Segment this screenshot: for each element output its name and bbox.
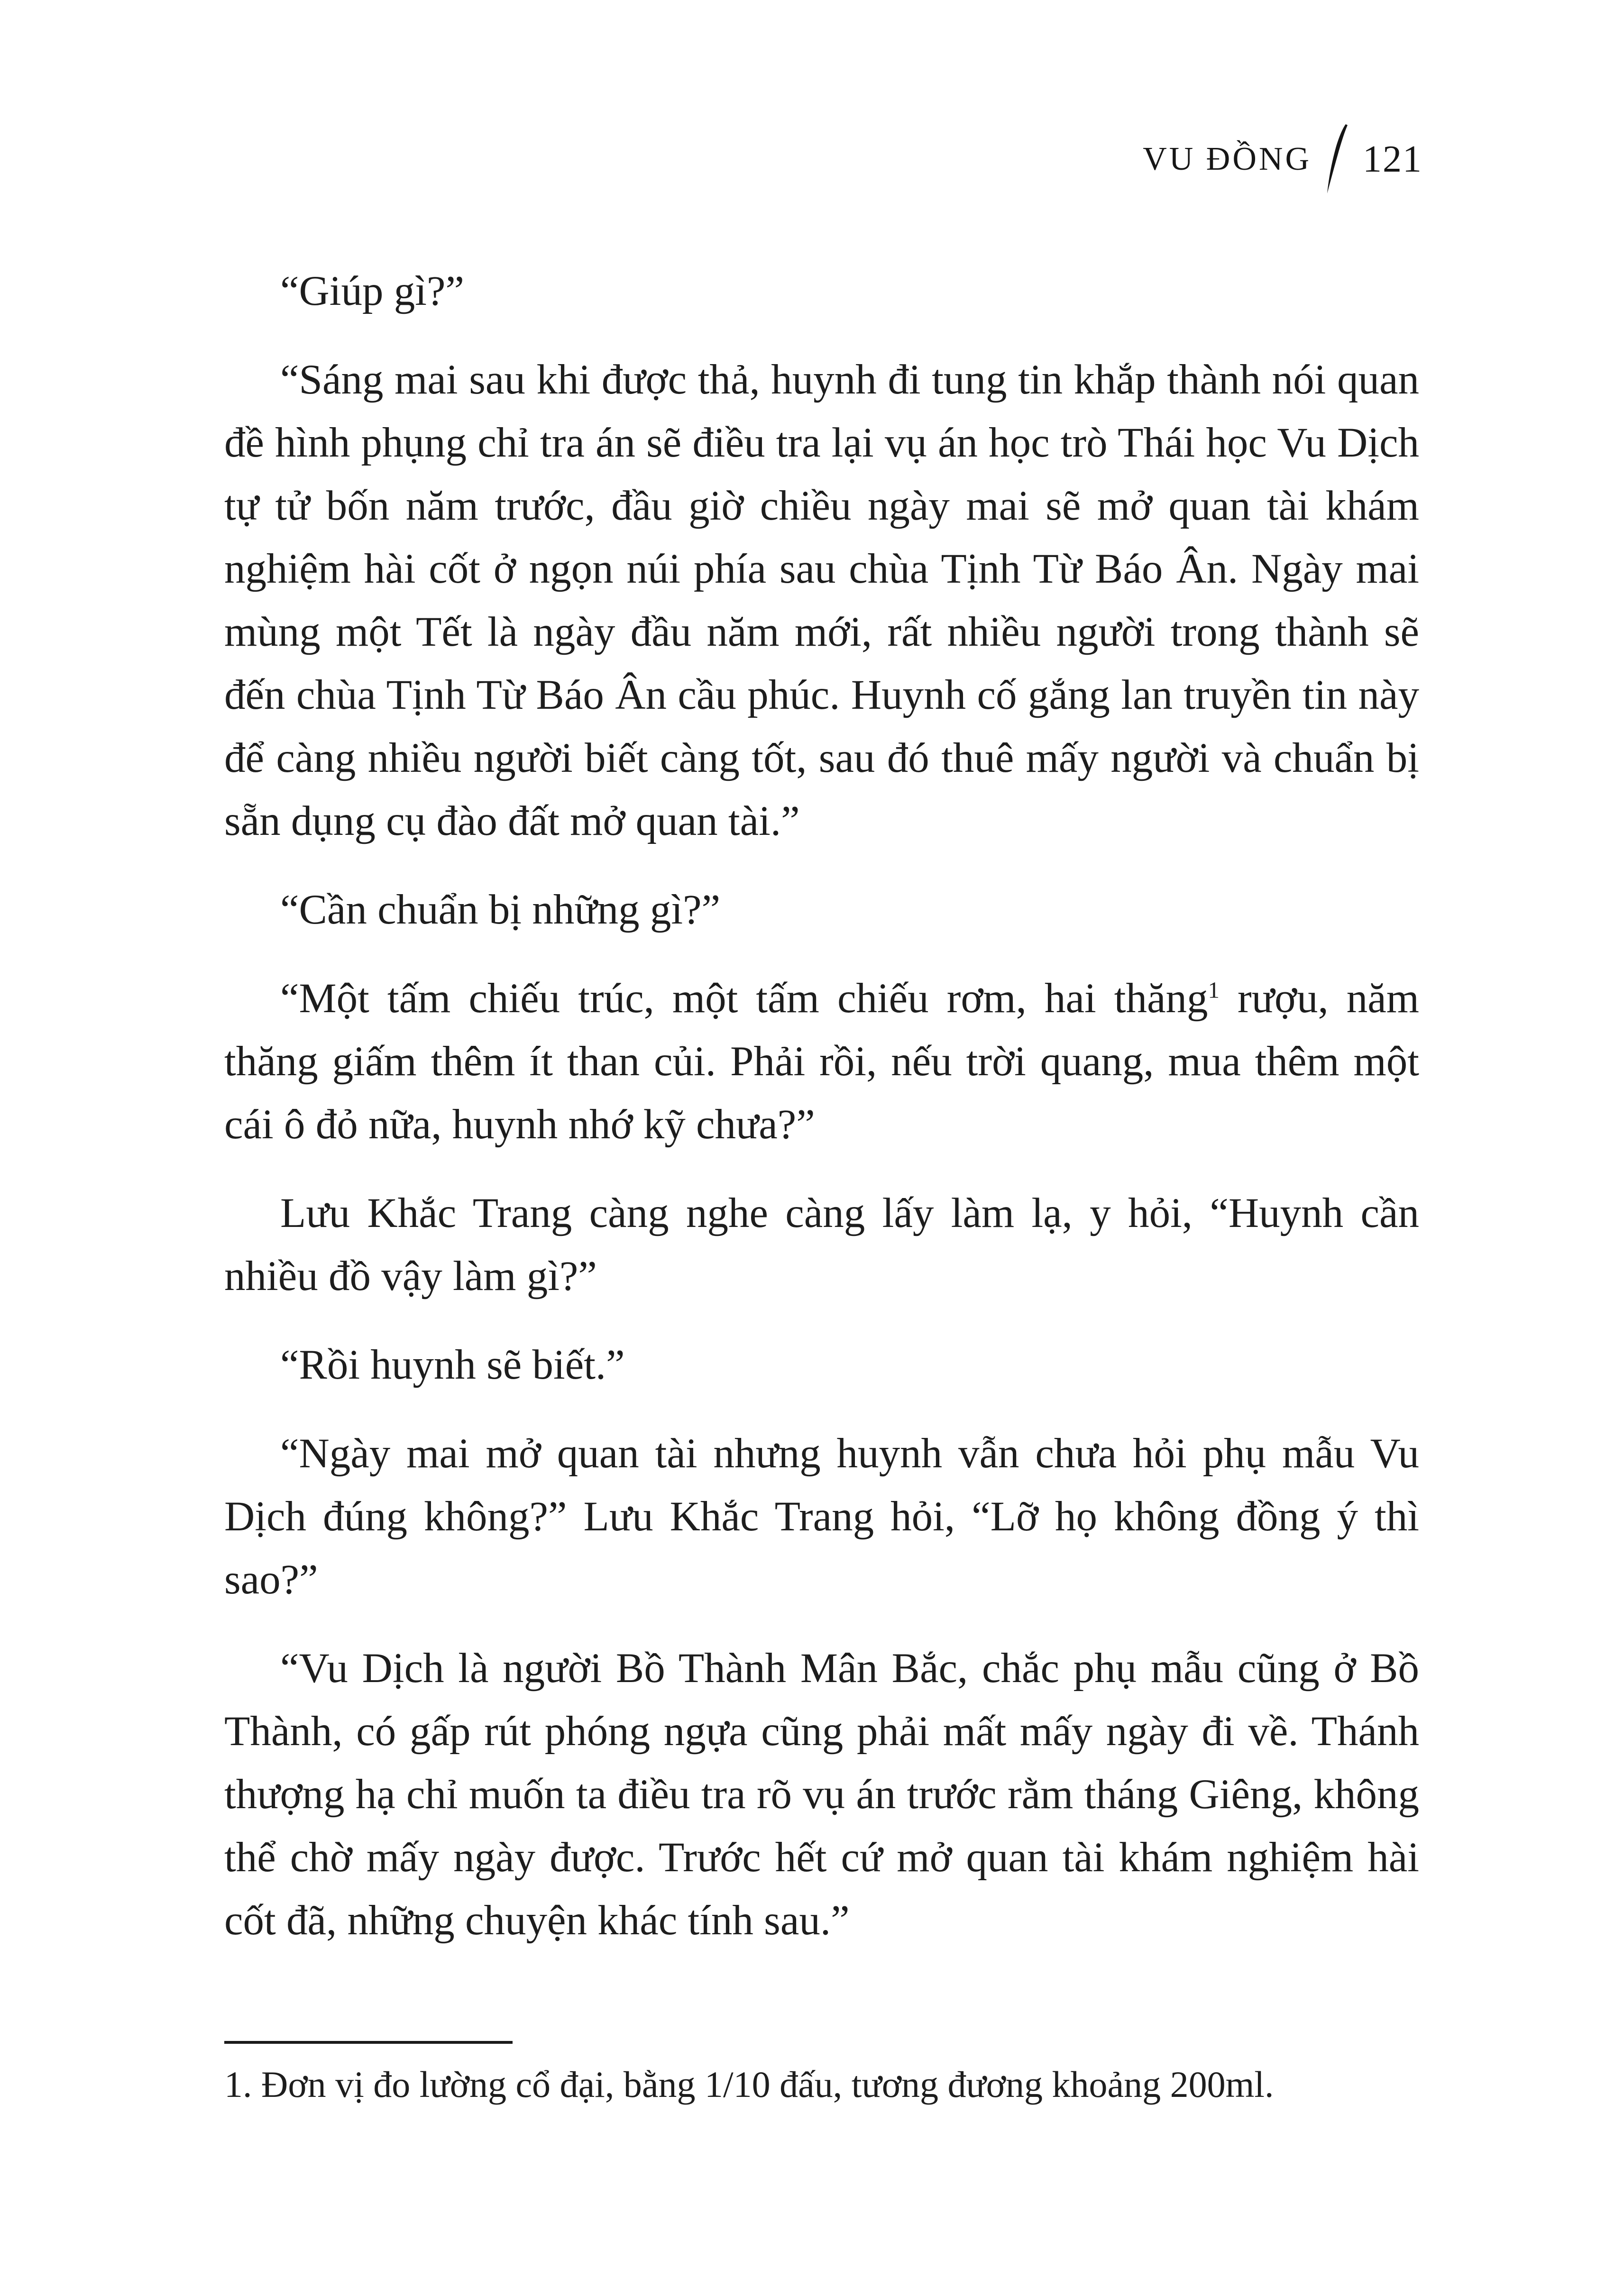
running-head — [1143, 124, 1422, 194]
running-head-title: VU ĐỒNG — [1143, 141, 1312, 177]
page-body — [224, 260, 1419, 1952]
paragraph: “Ngày mai mở quan tài nhưng huynh vẫn chưa hỏi phụ mẫu Vu Dịch đúng không?” Lưu Khắc Trang hỏi, “Lỡ họ không đồng ý thì sao?” — [224, 1430, 1419, 1603]
paragraph-with-footnote-ref — [224, 967, 1419, 1156]
footnote-divider — [224, 2041, 513, 2044]
paragraph: “Rồi huynh sẽ biết.” — [280, 1342, 625, 1388]
paragraph: Lưu Khắc Trang càng nghe càng lấy làm lạ, y hỏi, “Huynh cần nhiều đồ vậy làm gì?” — [224, 1190, 1419, 1299]
footnote-reference: 1 — [1208, 977, 1220, 1003]
paragraph: “Giúp gì?” — [280, 268, 464, 314]
paragraph-text: rượu, năm thăng giấm thêm ít than củi. Phải rồi, nếu trời quang, mua thêm một cái ô đỏ nữa, huynh nhớ kỹ chưa?” — [224, 975, 1420, 1148]
footnote-area — [224, 2041, 1419, 2111]
paragraph-text: “Một tấm chiếu trúc, một tấm chiếu rơm, hai thăng — [280, 975, 1208, 1022]
page-number: 121 — [1363, 138, 1422, 180]
brush-stroke-slash-icon — [1325, 124, 1349, 194]
paragraph: “Vu Dịch là người Bồ Thành Mân Bắc, chắc phụ mẫu cũng ở Bồ Thành, có gấp rút phóng ngựa cũng phải mất mấy ngày đi về. Thánh thượng hạ chỉ muốn ta điều tra rõ vụ án trước rằm tháng Giêng, không thể chờ mấy ngày được. Trước hết cứ mở quan tài khám nghiệm hài cốt đã, những chuyện khác tính sau.” — [224, 1645, 1419, 1944]
paragraph: “Sáng mai sau khi được thả, huynh đi tung tin khắp thành nói quan đề hình phụng chỉ tra án sẽ điều tra lại vụ án học trò Thái học Vu Dịch tự tử bốn năm trước, đầu giờ chiều ngày mai sẽ mở quan tài khám nghiệm hài cốt ở ngọn núi phía sau chùa Tịnh Từ Báo Ân. Ngày mai mùng một Tết là ngày đầu năm mới, rất nhiều người trong thành sẽ đến chùa Tịnh Từ Báo Ân cầu phúc. Huynh cố gắng lan truyền tin này để càng nhiều người biết càng tốt, sau đó thuê mấy người và chuẩn bị sẵn dụng cụ đào đất mở quan tài.” — [224, 357, 1419, 844]
paragraph: “Cần chuẩn bị những gì?” — [280, 887, 721, 933]
footnote-text: 1. Đơn vị đo lường cổ đại, bằng 1/10 đấu, tương đương khoảng 200ml. — [224, 2064, 1274, 2105]
